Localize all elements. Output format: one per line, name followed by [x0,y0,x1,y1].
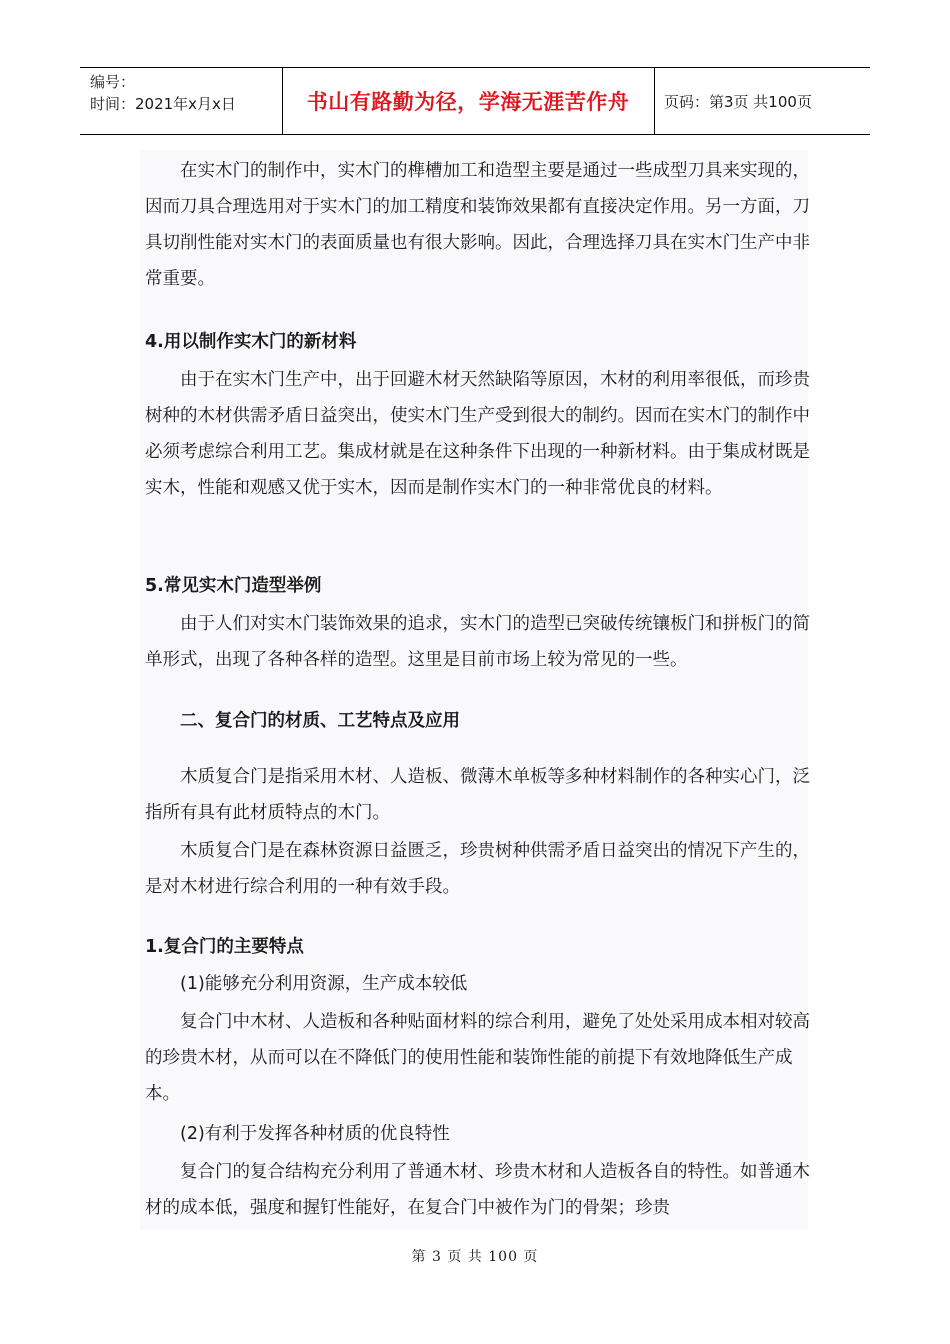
header-meta [90,71,236,115]
subheading-resource-use: (1)能够充分利用资源，生产成本较低 [180,974,468,994]
page-footer: 第 3 页 共 100 页 [411,1249,539,1265]
heading-new-materials: 4.用以制作实木门的新材料 [145,332,357,352]
paragraph-new-materials: 由于在实木门生产中，出于回避木材天然缺陷等原因，木材的利用率很低，而珍贵树种的木材供需矛盾日益突出，使实木门生产受到很大的制约。因而在实木门的制作中必须考虑综合利用工艺。集成材就是在这种条件下出现的一种新材料。由于集成材既是实木，性能和观感又优于实木，因而是制作实木门的一种非常优良的材料。 [145,370,810,498]
paragraph-composite-structure: 复合门的复合结构充分利用了普通木材、珍贵木材和人造板各自的特性。如普通木材的成本低，强度和握钉性能好，在复合门中被作为门的骨架；珍贵 [145,1162,810,1218]
heading-door-styles: 5.常见实木门造型举例 [145,576,322,596]
subheading-material-properties: (2)有利于发挥各种材质的优良特性 [180,1124,450,1144]
heading-main-features: 1.复合门的主要特点 [145,937,304,957]
date-label: 时间：2021年x月x日 [90,95,236,113]
header-divider-right [654,67,655,135]
paragraph-composite-definition: 木质复合门是指采用木材、人造板、微薄木单板等多种材料制作的各种实心门，泛指所有具有此材质特点的木门。 [145,767,810,823]
page-header [80,67,870,135]
section-heading-composite-door: 二、复合门的材质、工艺特点及应用 [180,711,460,731]
paragraph-composite-origin: 木质复合门是在森林资源日益匮乏，珍贵树种供需矛盾日益突出的情况下产生的，是对木材进行综合利用的一种有效手段。 [145,841,810,897]
paragraph-door-styles: 由于人们对实木门装饰效果的追求，实木门的造型已突破传统镶板门和拼板门的简单形式，出现了各种各样的造型。这里是目前市场上较为常见的一些。 [145,614,810,670]
header-page-info: 页码：第3页 共100页 [664,92,812,111]
number-label: 编号： [90,73,136,91]
header-motto: 书山有路勤为径，学海无涯苦作舟 [306,90,630,114]
paragraph-tool-selection: 在实木门的制作中，实木门的榫槽加工和造型主要是通过一些成型刀具来实现的，因而刀具合理选用对于实木门的加工精度和装饰效果都有直接决定作用。另一方面，刀具切削性能对实木门的表面质量也有很大影响。因此，合理选择刀具在实木门生产中非常重要。 [145,161,810,289]
paragraph-cost-reduction: 复合门中木材、人造板和各种贴面材料的综合利用，避免了处处采用成本相对较高的珍贵木材，从而可以在不降低门的使用性能和装饰性能的前提下有效地降低生产成本。 [145,1012,810,1104]
